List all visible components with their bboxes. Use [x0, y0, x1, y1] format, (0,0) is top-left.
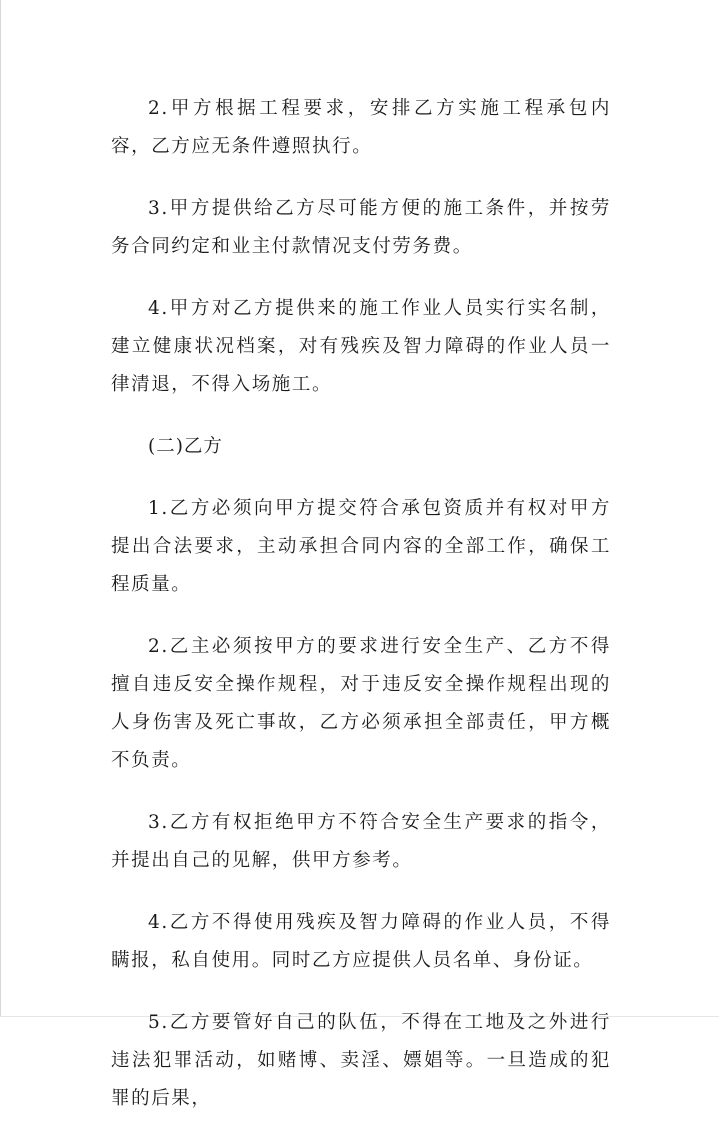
paragraph-party-a-item-2: 2.甲方根据工程要求，安排乙方实施工程承包内容，乙方应无条件遵照执行。 [111, 98, 611, 157]
paragraph-party-b-item-1: 1.乙方必须向甲方提交符合承包资质并有权对甲方提出合法要求，主动承担合同内容的全部工作，确保工程质量。 [111, 498, 611, 595]
paragraph-party-a-item-3: 3.甲方提供给乙方尽可能方便的施工条件，并按劳务合同约定和业主付款情况支付劳务费。 [111, 198, 611, 257]
paragraph-party-b-item-2: 2.乙主必须按甲方的要求进行安全生产、乙方不得擅自违反安全操作规程，对于违反安全操作规程出现的人身伤害及死亡事故，乙方必须承担全部责任，甲方概不负责。 [111, 636, 611, 771]
document-body [111, 90, 611, 1142]
paragraph-party-b-item-3: 3.乙方有权拒绝甲方不符合安全生产要求的指令，并提出自己的见解，供甲方参考。 [111, 812, 611, 871]
paragraph-party-a-item-4: 4.甲方对乙方提供来的施工作业人员实行实名制，建立健康状况档案，对有残疾及智力障碍的作业人员一律清退，不得入场施工。 [111, 298, 611, 395]
paragraph-party-b-item-4: 4.乙方不得使用残疾及智力障碍的作业人员，不得瞒报，私自使用。同时乙方应提供人员名单、身份证。 [111, 912, 611, 971]
section-heading-party-b: (二)乙方 [148, 436, 223, 457]
paragraph-party-b-item-5: 5.乙方要管好自己的队伍，不得在工地及之外进行违法犯罪活动，如赌博、卖淫、嫖娼等。一旦造成的犯罪的后果， [111, 1012, 611, 1109]
